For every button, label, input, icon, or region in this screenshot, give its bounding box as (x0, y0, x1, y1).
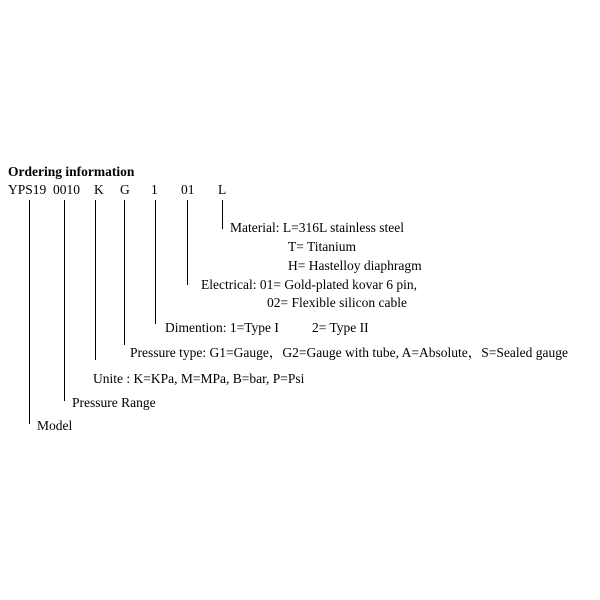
pressure-type-label: Pressure type: G1=Gauge，G2=Gauge with tube, A=Absolute，S=Sealed gauge (130, 345, 568, 360)
code-part-unite: K (94, 182, 104, 197)
unite-connector-line (95, 200, 96, 360)
electrical-option-02: 02= Flexible silicon cable (267, 295, 407, 310)
electrical-connector-line (187, 200, 188, 285)
material-connector-line (222, 200, 223, 229)
unite-label: Unite : K=KPa, M=MPa, B=bar, P=Psi (93, 371, 305, 386)
code-part-material: L (218, 182, 227, 197)
material-option-hastelloy: H= Hastelloy diaphragm (288, 258, 422, 273)
dimention-option-type-2: 2= Type II (312, 320, 369, 335)
model-connector-line (29, 200, 30, 424)
model-label: Model (37, 418, 73, 433)
material-label: Material: L=316L stainless steel (230, 220, 404, 235)
dimention-connector-line (155, 200, 156, 324)
ordering-information-title: Ordering information (8, 164, 135, 179)
code-part-dimention: 1 (151, 182, 158, 197)
code-part-model: YPS19 (8, 182, 47, 197)
code-part-pressure-type: G (120, 182, 130, 197)
pressure-type-connector-line (124, 200, 125, 345)
dimention-label: Dimention: 1=Type I (165, 320, 279, 335)
pressure-range-connector-line (64, 200, 65, 401)
code-part-electrical: 01 (181, 182, 195, 197)
electrical-label: Electrical: 01= Gold-plated kovar 6 pin, (201, 277, 418, 292)
code-part-pressure-range: 0010 (53, 182, 80, 197)
pressure-range-label: Pressure Range (72, 395, 156, 410)
material-option-titanium: T= Titanium (288, 239, 357, 254)
